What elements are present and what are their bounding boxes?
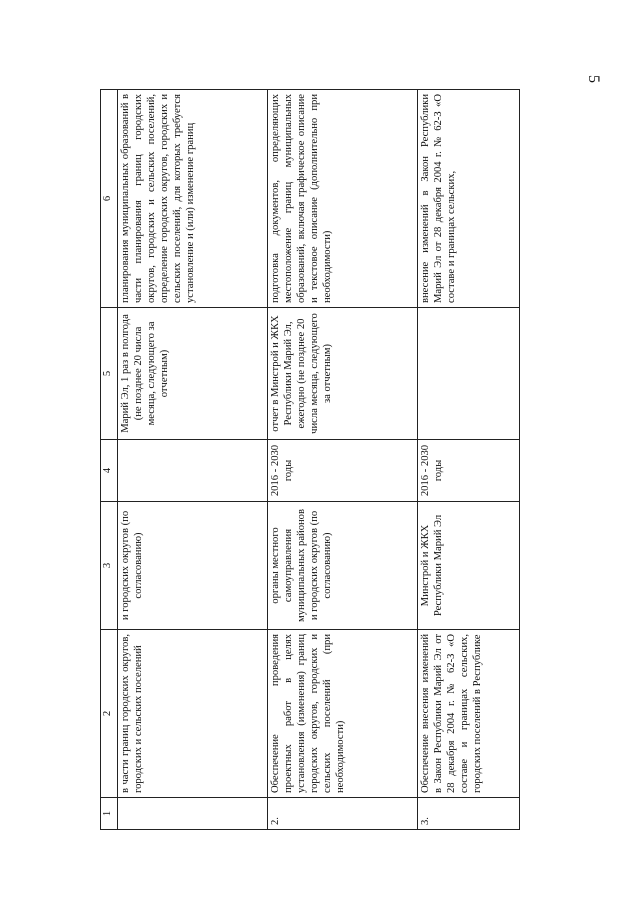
result-cell: подготовка документов, определяющих местоположение границ муниципальных образований, включая графическое описание и текстовое описание (дополнительно при необходимости) xyxy=(268,90,418,308)
header-row xyxy=(101,90,118,830)
header-col-5: 5 xyxy=(101,308,118,440)
executor-cell: и городских округов (по согласованию) xyxy=(118,502,268,630)
page-number: 5 xyxy=(585,75,602,83)
row-number: 3. xyxy=(418,798,520,830)
period-cell: 2016 - 2030 годы xyxy=(268,440,418,502)
task-cell: в части границ городских округов, городских и сельских поселений xyxy=(118,630,268,798)
table-row xyxy=(268,90,418,830)
report-cell xyxy=(418,308,520,440)
header-col-6: 6 xyxy=(101,90,118,308)
result-cell: внесение изменений в Закон Республики Марий Эл от 28 декабря 2004 г. № 62-З «О составе и границах сельских, xyxy=(418,90,520,308)
header-col-2: 2 xyxy=(101,630,118,798)
executor-cell: органы местного самоуправления муниципальных районов и городских округов (по согласованию) xyxy=(268,502,418,630)
task-cell: Обеспечение проведения проектных работ в целях установления (изменения) границ городских округов, городских и сельских поселений (при необходимости) xyxy=(268,630,418,798)
header-col-3: 3 xyxy=(101,502,118,630)
report-cell: отчет в Минстрой и ЖКХ Республики Марий Эл, ежегодно (не позднее 20 числа месяца, следующего за отчетным) xyxy=(268,308,418,440)
period-cell xyxy=(118,440,268,502)
row-number: 2. xyxy=(268,798,418,830)
table-row xyxy=(418,90,520,830)
row-number xyxy=(118,798,268,830)
report-cell: Марий Эл, 1 раз в полгода (не позднее 20 числа месяца, следующего за отчетным) xyxy=(118,308,268,440)
table-row xyxy=(118,90,268,830)
task-cell: Обеспечение внесения изменений в Закон Республики Марий Эл от 28 декабря 2004 г. № 62-З «О составе и границах сельских, городских поселений в Республике xyxy=(418,630,520,798)
plan-table xyxy=(100,89,520,830)
rotated-table-page xyxy=(100,90,520,830)
executor-cell: Минстрой и ЖКХ Республики Марий Эл xyxy=(418,502,520,630)
header-col-4: 4 xyxy=(101,440,118,502)
header-col-1: 1 xyxy=(101,798,118,830)
period-cell: 2016 - 2030 годы xyxy=(418,440,520,502)
result-cell: планирования муниципальных образований в части планирования границ городских округов, городских и сельских поселений, определение городских округов, городских и сельских поселений, для которых требуется установление и (или) изменение границ xyxy=(118,90,268,308)
